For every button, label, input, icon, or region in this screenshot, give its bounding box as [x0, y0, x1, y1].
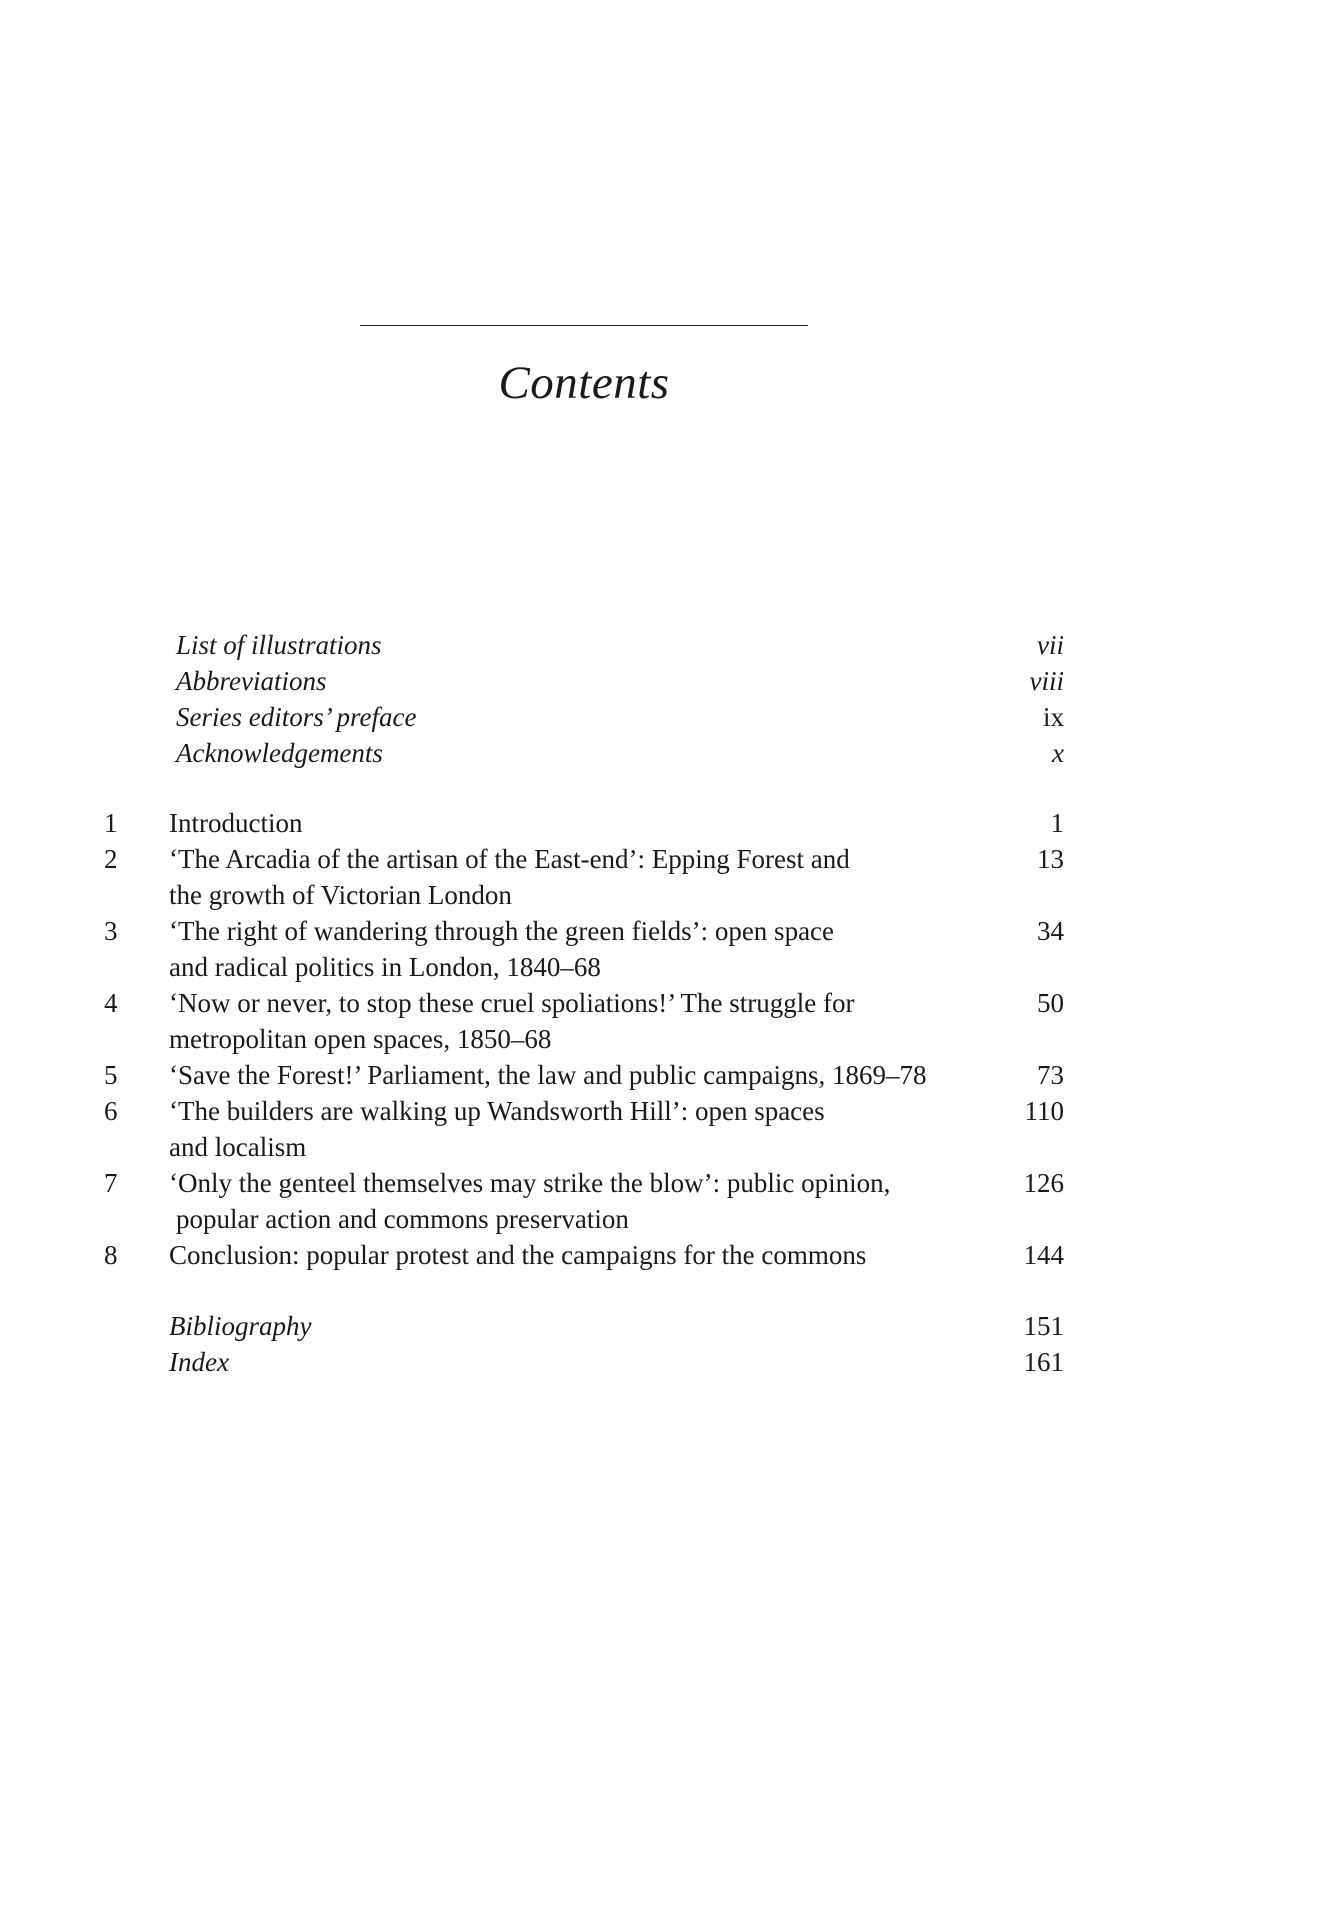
toc-entry-page: 161 [1023, 1347, 1064, 1377]
chapter-title-line1: Conclusion: popular protest and the campaigns for the commons [169, 1240, 867, 1270]
chapter-title-line1: ‘Only the genteel themselves may strike the blow’: public opinion, [169, 1168, 891, 1198]
chapter-page: 73 [1037, 1060, 1064, 1090]
chapter-page: 50 [1037, 988, 1064, 1018]
chapter-number: 4 [104, 988, 118, 1018]
chapter-title-line1: ‘The Arcadia of the artisan of the East-end’: Epping Forest and [169, 844, 850, 874]
chapter-page: 144 [1023, 1240, 1064, 1270]
toc-entry-label: Acknowledgements [176, 738, 383, 768]
chapter-title-line2: and localism [169, 1132, 307, 1162]
chapter-title-line2: metropolitan open spaces, 1850–68 [169, 1024, 552, 1054]
page-title: Contents [498, 357, 670, 409]
chapter-title-line1: ‘Now or never, to stop these cruel spoliations!’ The struggle for [169, 988, 855, 1018]
chapter-title [169, 805, 989, 841]
toc-entry-label: Abbreviations [176, 666, 327, 696]
chapter-title-line1: Introduction [169, 808, 303, 838]
toc-entry-label: Index [169, 1347, 229, 1377]
chapter-number: 7 [104, 1168, 118, 1198]
chapter-title [169, 1057, 989, 1093]
chapter-number: 6 [104, 1096, 118, 1126]
toc-entry-page: 151 [1023, 1311, 1064, 1341]
chapter-number: 5 [104, 1060, 118, 1090]
chapter-title [169, 913, 989, 985]
chapter-number: 2 [104, 844, 118, 874]
chapter-title [169, 841, 989, 913]
toc-entry-label: Bibliography [169, 1311, 312, 1341]
chapter-number: 8 [104, 1240, 118, 1270]
chapter-page: 13 [1037, 844, 1064, 874]
toc-entry-label: List of illustrations [176, 630, 382, 660]
chapter-page: 126 [1023, 1168, 1064, 1198]
chapter-title [169, 1093, 989, 1165]
chapter-title [169, 985, 989, 1057]
chapter-number: 3 [104, 916, 118, 946]
chapter-title [169, 1165, 989, 1237]
toc-entry-page: viii [1029, 666, 1064, 696]
chapter-title-line1: ‘Save the Forest!’ Parliament, the law and public campaigns, 1869–78 [169, 1060, 927, 1090]
chapter-page: 1 [1050, 808, 1064, 838]
chapter-number: 1 [104, 808, 118, 838]
toc-entry-page: x [1052, 738, 1064, 768]
chapter-title-line1: ‘The right of wandering through the green fields’: open space [169, 916, 835, 946]
chapter-title [169, 1237, 989, 1273]
chapter-page: 34 [1037, 916, 1064, 946]
chapter-title-line2: popular action and commons preservation [176, 1204, 629, 1234]
chapter-page: 110 [1024, 1096, 1064, 1126]
chapter-title-line2: and radical politics in London, 1840–68 [169, 952, 601, 982]
toc-entry-page: vii [1037, 630, 1064, 660]
chapter-title-line2: the growth of Victorian London [169, 880, 512, 910]
toc-entry-page: ix [1042, 702, 1064, 732]
toc-entry-label: Series editors’ preface [176, 702, 417, 732]
chapter-title-line1: ‘The builders are walking up Wandsworth Hill’: open spaces [169, 1096, 825, 1126]
